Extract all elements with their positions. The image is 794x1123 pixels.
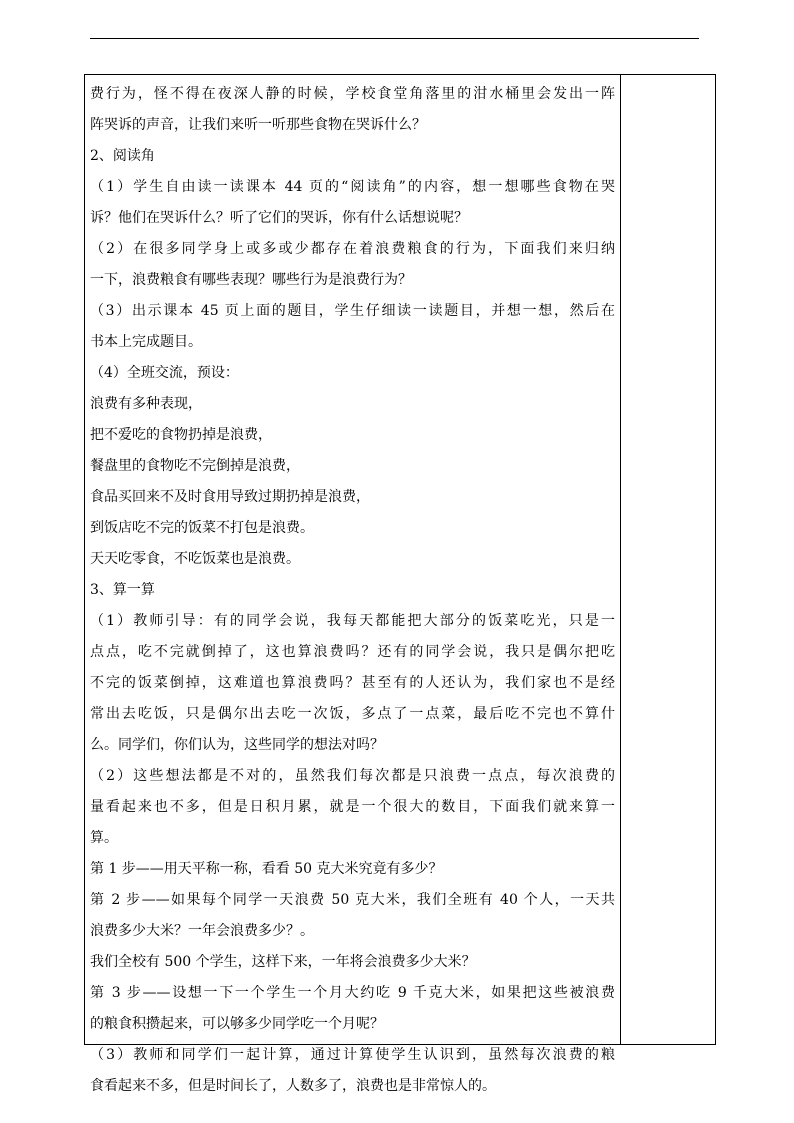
text-line: 2、阅读角 — [90, 148, 155, 164]
header-rule — [90, 38, 699, 39]
text-line: 么。同学们，你们认为，这些同学的想法对吗？ — [90, 737, 384, 753]
lesson-table — [84, 74, 716, 1094]
text-line: 量看起来也不多，但是日积月累，就是一个很大的数目，下面我们就来算一 — [90, 799, 615, 815]
text-line: 浪费多少大米？一年会浪费多少？。 — [90, 923, 314, 939]
column-divider — [620, 75, 621, 1044]
text-line: 第 2 步——如果每个同学一天浪费 50 克大米，我们全班有 40 个人，一天共 — [90, 892, 615, 908]
text-line: 把不爱吃的食物扔掉是浪费， — [90, 427, 272, 443]
text-line: 到饭店吃不完的饭菜不打包是浪费。 — [90, 520, 314, 536]
text-line: 第 3 步——设想一下一个学生一个月大约吃 9 千克大米，如果把这些被浪费 — [90, 985, 615, 1001]
text-line: 不完的饭菜倒掉，这难道也算浪费吗？甚至有的人还认为，我们家也不是经 — [90, 675, 615, 691]
text-line: 书本上完成题目。 — [90, 334, 202, 350]
text-line: 阵哭诉的声音，让我们来听一听那些食物在哭诉什么？ — [90, 117, 426, 133]
text-line: （2）这些想法都是不对的，虽然我们每次都是只浪费一点点，每次浪费的 — [90, 768, 615, 784]
text-line: 费行为，怪不得在夜深人静的时候，学校食堂角落里的泔水桶里会发出一阵 — [90, 86, 615, 102]
text-line: 食看起来不多，但是时间长了，人数多了，浪费也是非常惊人的。 — [90, 1078, 496, 1094]
text-line: （3）出示课本 45 页上面的题目，学生仔细读一读题目，并想一想，然后在 — [90, 303, 615, 319]
text-line: 浪费有多种表现， — [90, 396, 202, 412]
text-line: （4）全班交流，预设： — [90, 365, 239, 381]
text-line: 算。 — [90, 830, 118, 846]
text-line: （1）教师引导：有的同学会说，我每天都能把大部分的饭菜吃光，只是一 — [90, 613, 615, 629]
text-line: 第 1 步——用天平称一称，看看 50 克大米究竟有多少？ — [90, 861, 443, 877]
text-line: （3）教师和同学们一起计算，通过计算使学生认识到，虽然每次浪费的粮 — [90, 1047, 615, 1063]
text-line: 点点，吃不完就倒掉了，这也算浪费吗？还有的同学会说，我只是偶尔把吃 — [90, 644, 615, 660]
text-line: 食品买回来不及时食用导致过期扔掉是浪费， — [90, 489, 370, 505]
text-line: 我们全校有 500 个学生，这样下来，一年将会浪费多少大米？ — [90, 954, 476, 970]
text-line: 3、算一算 — [90, 582, 155, 598]
text-line: 诉？他们在哭诉什么？听了它们的哭诉，你有什么话想说呢？ — [90, 210, 468, 226]
lesson-content-cell — [90, 75, 615, 1098]
text-line: 的粮食积攒起来，可以够多少同学吃一个月呢？ — [90, 1016, 384, 1032]
text-line: 天天吃零食，不吃饭菜也是浪费。 — [90, 551, 300, 567]
text-line: （1）学生自由读一读课本 44 页的“阅读角”的内容，想一想哪些食物在哭 — [90, 179, 615, 195]
text-line: 餐盘里的食物吃不完倒掉是浪费， — [90, 458, 300, 474]
text-line: （2）在很多同学身上或多或少都存在着浪费粮食的行为，下面我们来归纳 — [90, 241, 615, 257]
text-line: 常出去吃饭，只是偶尔出去吃一次饭，多点了一点菜，最后吃不完也不算什 — [90, 706, 615, 722]
text-line: 一下，浪费粮食有哪些表现？哪些行为是浪费行为？ — [90, 272, 412, 288]
